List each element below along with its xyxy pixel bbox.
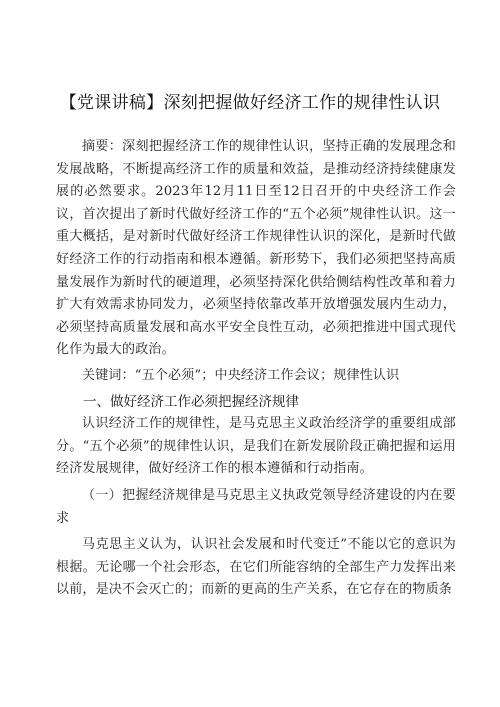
subsection-paragraph: 马克思主义认为，认识社会发展和时代变迁”不能以它的意识为根据。无论哪一个社会形态，在它们所能容纳的全部生产力发挥出来以前，是决不会灭亡的；而新的更高的生产关系，在它存在的物质条 — [56, 537, 456, 598]
subsection-heading: （一）把握经济规律是马克思主义执政党领导经济建设的内在要求 — [56, 487, 456, 526]
document-body — [56, 136, 456, 602]
abstract-paragraph: 摘要：深刻把握经济工作的规律性认识，坚持正确的发展理念和发展战略，不断提高经济工作的质量和效益，是推动经济持续健康发展的必然要求。2023年12月11日至12日召开的中央经济工作会议，首次提出了新时代做好经济工作的“五个必须”规律性认识。这一重大概括，是对新时代做好经济工作规律性认识的深化，是新时代做好经济工作的行动指南和根本遵循。新形势下，我们必须把坚持高质量发展作为新时代的硬道理，必须坚持深化供给侧结构性改革和着力扩大有效需求协同发力，必须坚持依靠改革开放增强发展内生动力，必须坚持高质量发展和高水平安全良性互动，必须把推进中国式现代化作为最大的政治。 — [56, 139, 456, 358]
section-paragraph: 认识经济工作的规律性，是马克思主义政治经济学的重要组成部分。“五个必须”的规律性认识，是我们在新发展阶段正确把握和运用经济发展规律，做好经济工作的根本遵循和行动指南。 — [56, 416, 456, 477]
section-heading: 一、做好经济工作必须把握经济规律 — [83, 393, 299, 410]
document-title: 【党课讲稿】深刻把握做好经济工作的规律性认识 — [59, 93, 441, 113]
keywords-paragraph: 关键词：“五个必须”；中央经济工作会议；规律性认识 — [82, 367, 400, 383]
